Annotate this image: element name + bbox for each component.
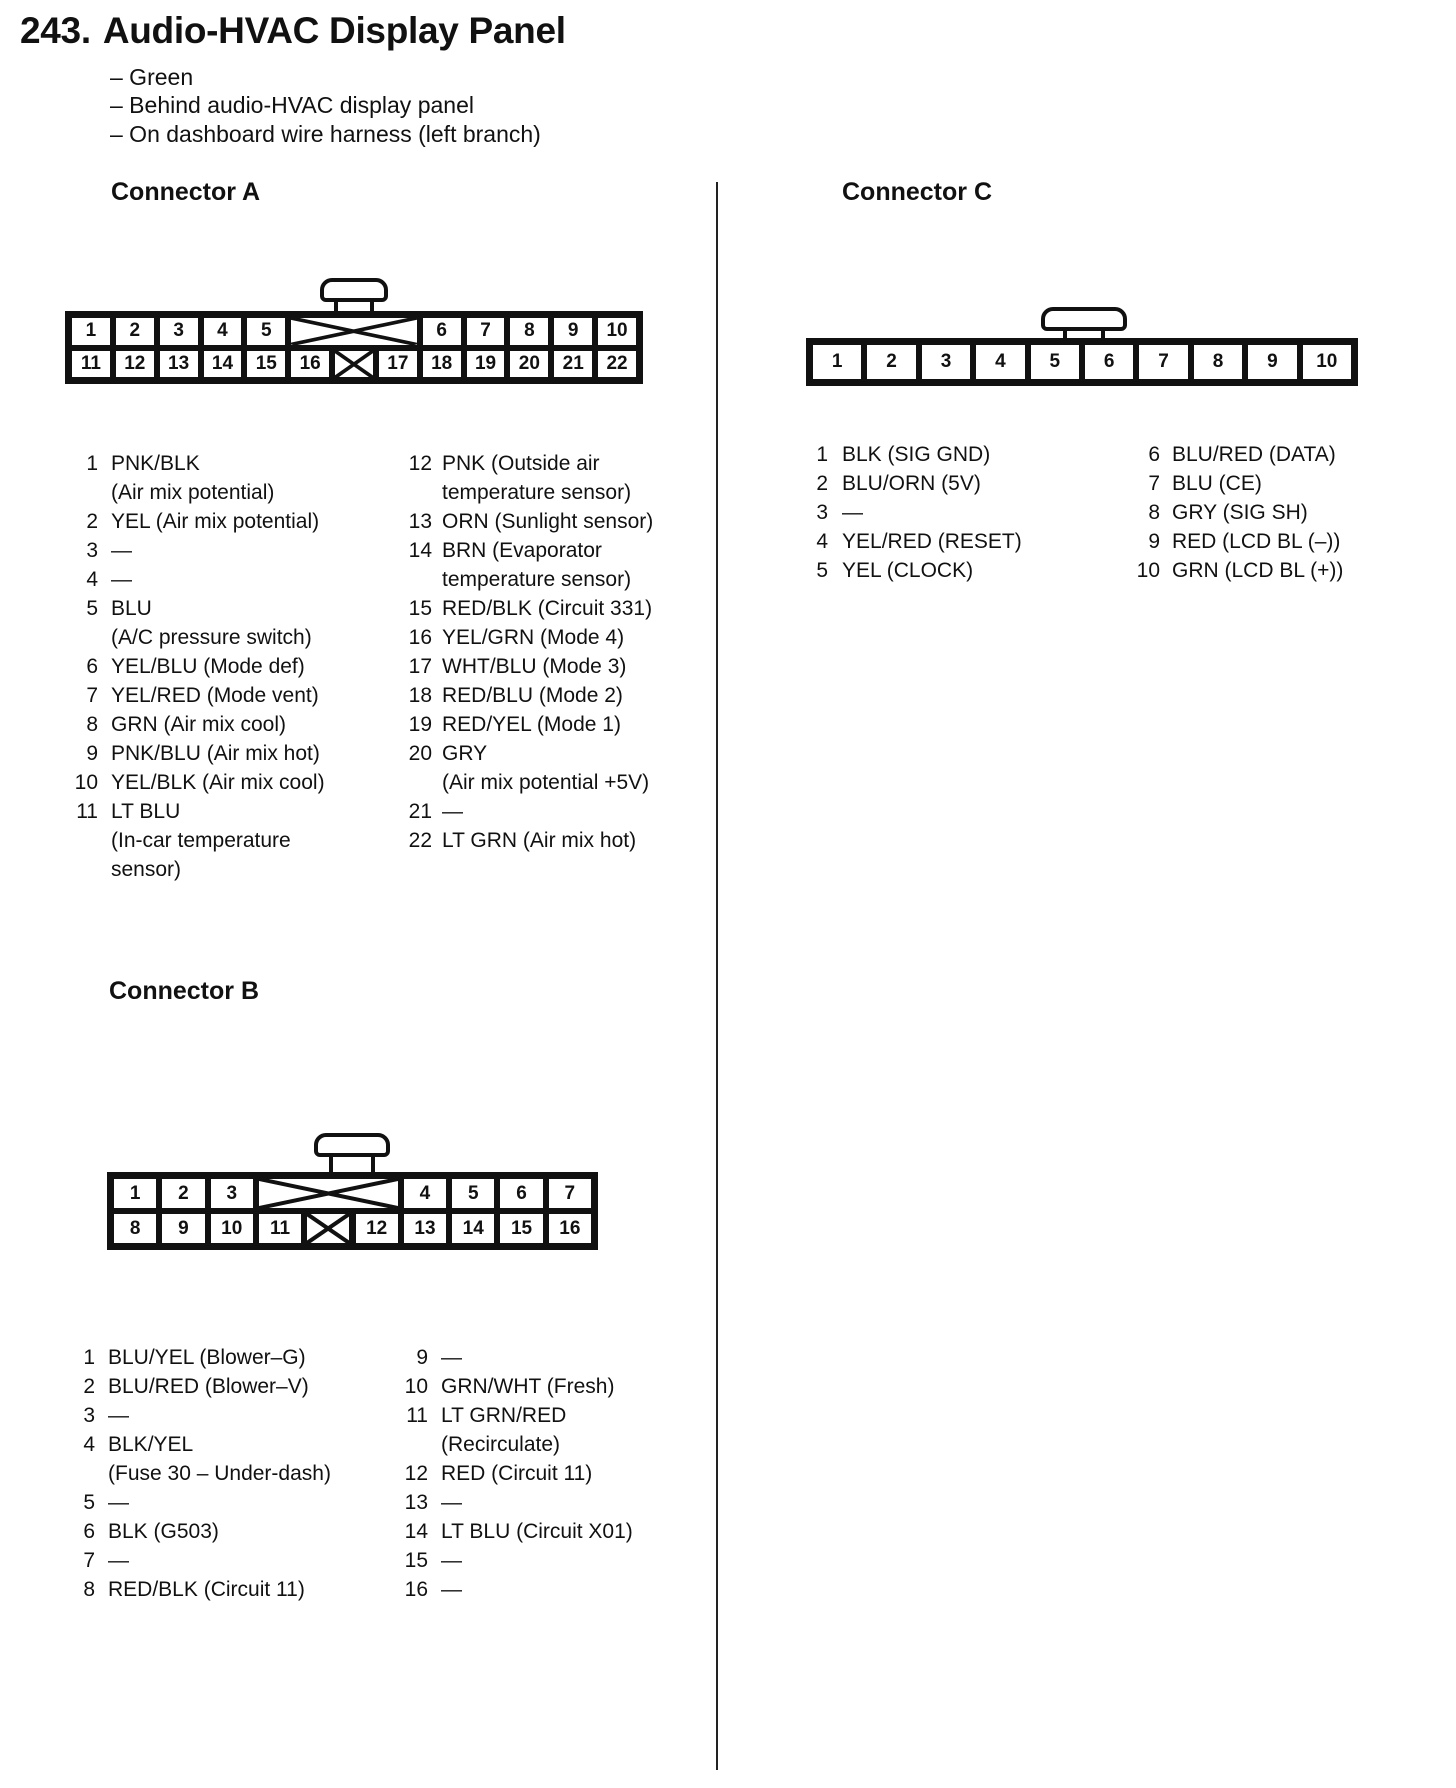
pin-wire-description: RED (LCD BL (–)): [1172, 530, 1341, 553]
pin-list-item: [0, 1372, 633, 1401]
pin-wire-description: YEL (Air mix potential): [111, 510, 320, 533]
connector-b-heading: Connector B: [109, 977, 259, 1005]
pin-number: 8: [1148, 501, 1160, 524]
pin-number: 21: [408, 800, 432, 823]
pin-number: 4: [816, 530, 828, 553]
pin-number: 5: [86, 597, 98, 620]
pin-number: 7: [1148, 472, 1160, 495]
pin-wire-description-continued: (Air mix potential): [111, 481, 275, 504]
connector-a-pin-cell: 1: [72, 318, 110, 345]
section-title: Audio-HVAC Display Panel: [102, 10, 566, 51]
page-title: [20, 10, 566, 52]
pin-wire-description: BLK (SIG GND): [842, 443, 991, 466]
connector-a-pin-cell: 19: [467, 351, 505, 378]
pin-list-item: [0, 527, 1343, 556]
pin-number: 3: [816, 501, 828, 524]
pin-wire-description: PNK/BLU (Air mix hot): [111, 742, 320, 765]
connector-b-pin-cell: 3: [211, 1179, 253, 1208]
pin-wire-description: —: [441, 1549, 462, 1572]
connector-b-pin-cell: 15: [500, 1214, 542, 1243]
pin-wire-description: —: [108, 1491, 129, 1514]
pin-number: 1: [816, 443, 828, 466]
pin-wire-description-continued: (A/C pressure switch): [111, 626, 312, 649]
pin-wire-description: YEL/RED (Mode vent): [111, 684, 319, 707]
connector-c-pin-cell: 10: [1303, 345, 1351, 379]
pin-wire-description: YEL/GRN (Mode 4): [442, 626, 625, 649]
connector-a-pin-cell: 7: [467, 318, 505, 345]
pin-number: 2: [86, 510, 98, 533]
connector-c-pin-cell: 3: [922, 345, 970, 379]
pin-number: 6: [83, 1520, 95, 1543]
connector-b-pin-cell: 10: [211, 1214, 253, 1243]
pin-list-item: [0, 1459, 633, 1488]
pin-number: 9: [1148, 530, 1160, 553]
pin-number: 18: [408, 684, 432, 707]
pin-wire-description: GRY (SIG SH): [1172, 501, 1308, 524]
connector-a-heading: Connector A: [111, 178, 261, 206]
pin-wire-description: PNK/BLK: [111, 452, 200, 475]
pin-list-item: [0, 797, 653, 826]
connector-c-pin-cell: 8: [1194, 345, 1242, 379]
pin-list-item: [0, 594, 653, 623]
pin-list-item: [0, 681, 653, 710]
pin-number: 7: [83, 1549, 95, 1572]
pin-list-item: [0, 469, 1343, 498]
connector-c-housing: [806, 338, 1358, 386]
pin-wire-description: GRY: [442, 742, 488, 765]
pin-wire-description: LT BLU: [111, 800, 181, 823]
pin-number: 11: [406, 1404, 428, 1427]
connector-a-blocked-cavity: [335, 351, 373, 378]
pin-number: 15: [404, 1549, 428, 1572]
pin-number: 10: [1136, 559, 1160, 582]
connector-a-pin-cell: 5: [247, 318, 285, 345]
pin-wire-description: GRN/WHT (Fresh): [441, 1375, 615, 1398]
connector-b-pin-cell: 4: [404, 1179, 446, 1208]
pin-list-item: [0, 1546, 633, 1575]
connector-b-pin-cell: 16: [549, 1214, 591, 1243]
pin-number: 14: [408, 539, 432, 562]
pin-wire-description: GRN (LCD BL (+)): [1172, 559, 1344, 582]
pin-number: 6: [86, 655, 98, 678]
pin-number: 11: [76, 800, 98, 823]
pin-wire-description: BLU/ORN (5V): [842, 472, 981, 495]
connector-color-note: – Green: [110, 64, 194, 90]
pin-number: 12: [408, 452, 432, 475]
pin-wire-description: BLU/RED (Blower–V): [108, 1375, 309, 1398]
pin-wire-description: RED/YEL (Mode 1): [442, 713, 621, 736]
connector-a-pin-cell: 15: [247, 351, 285, 378]
pin-number: 12: [404, 1462, 428, 1485]
section-number: 243.: [20, 10, 91, 51]
pin-number: 8: [86, 713, 98, 736]
pin-wire-description-continued: (In-car temperature: [111, 829, 291, 852]
connector-a-pin-cell: 22: [598, 351, 636, 378]
connector-a-pin-cell: 12: [116, 351, 154, 378]
pin-wire-description: —: [441, 1578, 462, 1601]
connector-c-pin-list-right: [0, 440, 1343, 585]
pin-number: 22: [408, 829, 432, 852]
pin-wire-description: GRN (Air mix cool): [111, 713, 287, 736]
pin-wire-description-continued: (Recirculate): [441, 1433, 561, 1456]
pin-number: 3: [86, 539, 98, 562]
connector-b-pin-list-right: [0, 1343, 633, 1604]
connector-a-pin-cell: 3: [160, 318, 198, 345]
pin-wire-description: —: [111, 568, 132, 591]
pin-wire-description: —: [441, 1491, 462, 1514]
pin-list-item: [0, 1575, 633, 1604]
connector-b-pin-cell: 14: [452, 1214, 494, 1243]
pin-number: 17: [408, 655, 432, 678]
pin-wire-description: BLU (CE): [1172, 472, 1262, 495]
pin-list-item: [0, 1343, 633, 1372]
pin-wire-description: RED/BLU (Mode 2): [442, 684, 623, 707]
pin-wire-description: LT GRN/RED: [441, 1404, 567, 1427]
pin-wire-description: YEL/RED (RESET): [842, 530, 1022, 553]
pin-number: 9: [416, 1346, 428, 1369]
pin-list-item: [0, 623, 653, 652]
connector-a-pin-cell: 4: [204, 318, 242, 345]
connector-b-blocked-cavity: [259, 1179, 398, 1208]
pin-number: 16: [408, 626, 432, 649]
connector-b-pin-cell: 9: [162, 1214, 204, 1243]
pin-list-item: [0, 739, 653, 797]
pin-list-item: [0, 652, 653, 681]
connector-a-pin-cell: 18: [423, 351, 461, 378]
connector-a-pin-cell: 13: [160, 351, 198, 378]
pin-wire-description: BRN (Evaporator: [442, 539, 602, 562]
connector-b-pin-cell: 13: [404, 1214, 446, 1243]
pin-list-item: [0, 1517, 633, 1546]
pin-list-item: [0, 826, 653, 855]
pin-wire-description: —: [842, 501, 863, 524]
connector-b-pin-cell: 1: [114, 1179, 156, 1208]
connector-a-housing: [65, 311, 643, 384]
pin-wire-description: PNK (Outside air: [442, 452, 600, 475]
pin-wire-description: YEL/BLU (Mode def): [111, 655, 305, 678]
connector-b-pin-cell: 8: [114, 1214, 156, 1243]
pin-wire-description: RED/BLK (Circuit 331): [442, 597, 653, 620]
pin-wire-description: LT BLU (Circuit X01): [441, 1520, 633, 1543]
pin-number: 15: [408, 597, 432, 620]
pin-number: 16: [404, 1578, 428, 1601]
connector-a-latch-tab: [320, 278, 388, 302]
pin-wire-description-continued: temperature sensor): [442, 568, 632, 591]
pin-number: 13: [408, 510, 432, 533]
pin-wire-description: —: [108, 1549, 129, 1572]
connector-c-pin-cell: 4: [976, 345, 1024, 379]
pin-number: 7: [86, 684, 98, 707]
connector-b-pin-cell: 12: [356, 1214, 398, 1243]
pin-list-item: [0, 440, 1343, 469]
pin-wire-description: YEL (CLOCK): [842, 559, 974, 582]
pin-wire-description: RED/BLK (Circuit 11): [108, 1578, 305, 1601]
connector-b-pin-cell: 5: [452, 1179, 494, 1208]
pin-wire-description: BLU: [111, 597, 152, 620]
pin-wire-description: WHT/BLU (Mode 3): [442, 655, 627, 678]
pin-number: 10: [74, 771, 98, 794]
pin-list-item: [0, 498, 1343, 527]
pin-wire-description: RED (Circuit 11): [441, 1462, 593, 1485]
pin-list-item: [0, 556, 1343, 585]
pin-wire-description: BLU/YEL (Blower–G): [108, 1346, 306, 1369]
pin-number: 4: [83, 1433, 95, 1456]
connector-c-pin-cell: 7: [1139, 345, 1187, 379]
pin-number: 10: [404, 1375, 428, 1398]
pin-number: 20: [408, 742, 432, 765]
connector-a-pin-cell: 2: [116, 318, 154, 345]
connector-a-pin-cell: 8: [510, 318, 548, 345]
pin-wire-description-continued: temperature sensor): [442, 481, 632, 504]
pin-wire-description: YEL/BLK (Air mix cool): [111, 771, 325, 794]
connector-a-pin-cell: 6: [423, 318, 461, 345]
connector-a-blocked-cavity: [291, 318, 417, 345]
connector-b-blocked-cavity: [307, 1214, 349, 1243]
pin-wire-description: BLK (G503): [108, 1520, 219, 1543]
pin-wire-description: BLU/RED (DATA): [1172, 443, 1336, 466]
connector-b-pin-cell: 11: [259, 1214, 301, 1243]
connector-c-pin-cell: 6: [1085, 345, 1133, 379]
pin-number: 5: [816, 559, 828, 582]
connector-a-pin-cell: 17: [379, 351, 417, 378]
pin-number: 8: [83, 1578, 95, 1601]
connector-a-pin-cell: 14: [204, 351, 242, 378]
pin-number: 9: [86, 742, 98, 765]
connector-a-pin-cell: 20: [510, 351, 548, 378]
connector-b-pin-cell: 7: [549, 1179, 591, 1208]
connector-a-pin-cell: 10: [598, 318, 636, 345]
pin-number: 13: [404, 1491, 428, 1514]
pin-number: 3: [83, 1404, 95, 1427]
pin-wire-description: —: [108, 1404, 129, 1427]
pin-wire-description: —: [111, 539, 132, 562]
pin-number: 4: [86, 568, 98, 591]
connector-a-pin-cell: 9: [554, 318, 592, 345]
pin-wire-description: BLK/YEL: [108, 1433, 194, 1456]
connector-b-housing: [107, 1172, 598, 1250]
pin-wire-description-continued: (Air mix potential +5V): [442, 771, 650, 794]
connector-c-pin-cell: 9: [1248, 345, 1296, 379]
pin-number: 14: [404, 1520, 428, 1543]
connector-a-pin-cell: 11: [72, 351, 110, 378]
connector-location-note: – Behind audio-HVAC display panel: [110, 92, 474, 118]
pin-wire-description: ORN (Sunlight sensor): [442, 510, 654, 533]
pin-number: 1: [83, 1346, 95, 1369]
pin-number: 2: [816, 472, 828, 495]
pin-wire-description-continued: (Fuse 30 – Under-dash): [108, 1462, 331, 1485]
connector-harness-note: – On dashboard wire harness (left branch): [110, 121, 541, 147]
pin-number: 6: [1148, 443, 1160, 466]
pin-wire-description: LT GRN (Air mix hot): [442, 829, 637, 852]
connector-b-pin-cell: 6: [500, 1179, 542, 1208]
pin-number: 19: [408, 713, 432, 736]
connector-a-pin-cell: 16: [291, 351, 329, 378]
column-divider: [716, 182, 718, 1770]
pin-number: 5: [83, 1491, 95, 1514]
pin-list-item: [0, 710, 653, 739]
pin-list-item: [0, 1488, 633, 1517]
pin-wire-description: —: [441, 1346, 462, 1369]
connector-c-heading: Connector C: [842, 178, 992, 206]
connector-b-latch-tab: [314, 1133, 390, 1157]
pin-list-item: [0, 1401, 633, 1459]
connector-c-latch-tab: [1041, 307, 1127, 331]
pin-number: 1: [86, 452, 98, 475]
connector-c-pin-cell: 2: [867, 345, 915, 379]
connector-b-pin-cell: 2: [162, 1179, 204, 1208]
pin-number: 2: [83, 1375, 95, 1398]
connector-c-pin-cell: 5: [1031, 345, 1079, 379]
pin-wire-description: —: [442, 800, 463, 823]
connector-a-pin-cell: 21: [554, 351, 592, 378]
connector-c-pin-cell: 1: [813, 345, 861, 379]
pin-wire-description-continued: sensor): [111, 858, 182, 881]
